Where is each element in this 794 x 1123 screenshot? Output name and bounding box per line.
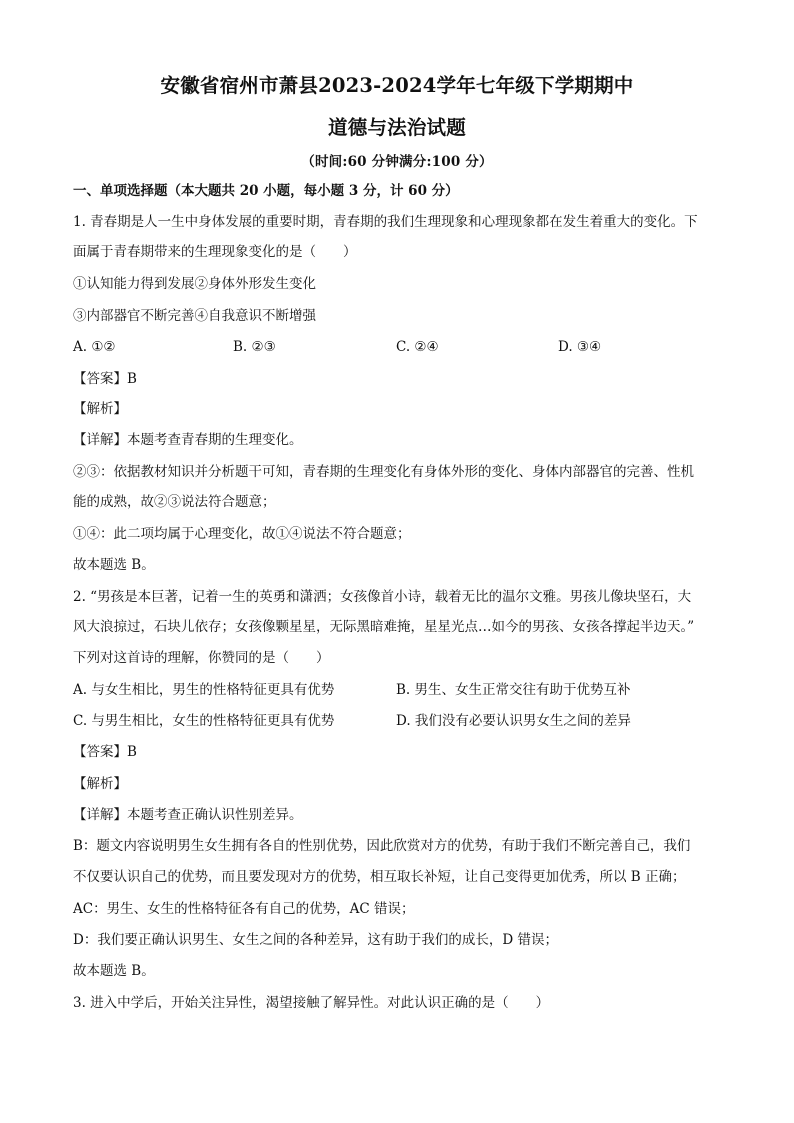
q2-explanation-line1: B：题文内容说明男生女生拥有各自的性别优势，因此欣赏对方的优势，有助于我们不断完善自己，我们 (73, 838, 691, 854)
q2-stem-line3: 下列对这首诗的理解，你赞同的是（ ） (73, 650, 330, 666)
q1-explanation-line1: ②③：依据教材知识并分析题干可知，青春期的生理变化有身体外形的变化、身体内部器官的完善、性机 (73, 464, 694, 480)
q2-answer: 【答案】B (73, 744, 137, 760)
q2-option-d: D. 我们没有必要认识男女生之间的差异 (396, 713, 631, 729)
q1-option-a: A. ①② (73, 339, 116, 355)
q1-explanation-line3: ①④：此二项均属于心理变化，故①④说法不符合题意； (73, 526, 411, 542)
q2-explanation-line2: 不仅要认识自己的优势，而且要发现对方的优势，相互取长补短，让自己变得更加优秀，所以 B 正确； (73, 869, 686, 885)
q1-analysis-label: 【解析】 (73, 401, 127, 417)
q1-item-line1: ①认知能力得到发展②身体外形发生变化 (73, 276, 316, 292)
q1-detail: 【详解】本题考查青春期的生理变化。 (73, 432, 303, 448)
q2-stem-line2: 风大浪掠过，石块儿依存；女孩像颗星星，无际黑暗难掩，星星光点…如今的男孩、女孩各撑起半边天。” (73, 619, 695, 635)
section-heading: 一、单项选择题（本大题共 20 小题，每小题 3 分，计 60 分） (73, 183, 459, 199)
q2-option-c: C. 与男生相比，女生的性格特征更具有优势 (73, 713, 335, 729)
q2-option-b: B. 男生、女生正常交往有助于优势互补 (396, 682, 631, 698)
q2-conclusion: 故本题选 B。 (73, 963, 155, 979)
q2-explanation-line3: AC：男生、女生的性格特征各有自己的优势，AC 错误； (73, 901, 415, 917)
q2-detail: 【详解】本题考查正确认识性别差异。 (73, 807, 303, 823)
q1-option-c: C. ②④ (396, 339, 439, 355)
exam-title-line1: 安徽省宿州市萧县2023-2024学年七年级下学期期中 (160, 74, 634, 97)
q1-explanation-line2: 能的成熟，故②③说法符合题意； (73, 494, 276, 510)
exam-title-line2: 道德与法治试题 (328, 116, 466, 139)
exam-time-info: （时间:60 分钟满分:100 分） (301, 154, 493, 170)
q2-analysis-label: 【解析】 (73, 776, 127, 792)
q1-conclusion: 故本题选 B。 (73, 557, 155, 573)
q1-option-b: B. ②③ (233, 339, 276, 355)
q2-stem-line1: 2. “男孩是本巨著，记着一生的英勇和潇洒；女孩像首小诗，载着无比的温尔文雅。男孩儿像块坚石，大 (73, 589, 692, 605)
q3-stem-line1: 3. 进入中学后，开始关注异性，渴望接触了解异性。对此认识正确的是（ ） (73, 995, 550, 1011)
q2-explanation-line4: D：我们要正确认识男生、女生之间的各种差异，这有助于我们的成长，D 错误； (73, 932, 558, 948)
q1-stem-line2: 面属于青春期带来的生理现象变化的是（ ） (73, 244, 357, 260)
q1-item-line2: ③内部器官不断完善④自我意识不断增强 (73, 308, 316, 324)
q1-stem-line1: 1. 青春期是人一生中身体发展的重要时期，青春期的我们生理现象和心理现象都在发生着重大的变化。下 (73, 214, 698, 230)
q1-option-d: D. ③④ (558, 339, 602, 355)
q1-answer: 【答案】B (73, 371, 137, 387)
q2-option-a: A. 与女生相比，男生的性格特征更具有优势 (73, 682, 335, 698)
